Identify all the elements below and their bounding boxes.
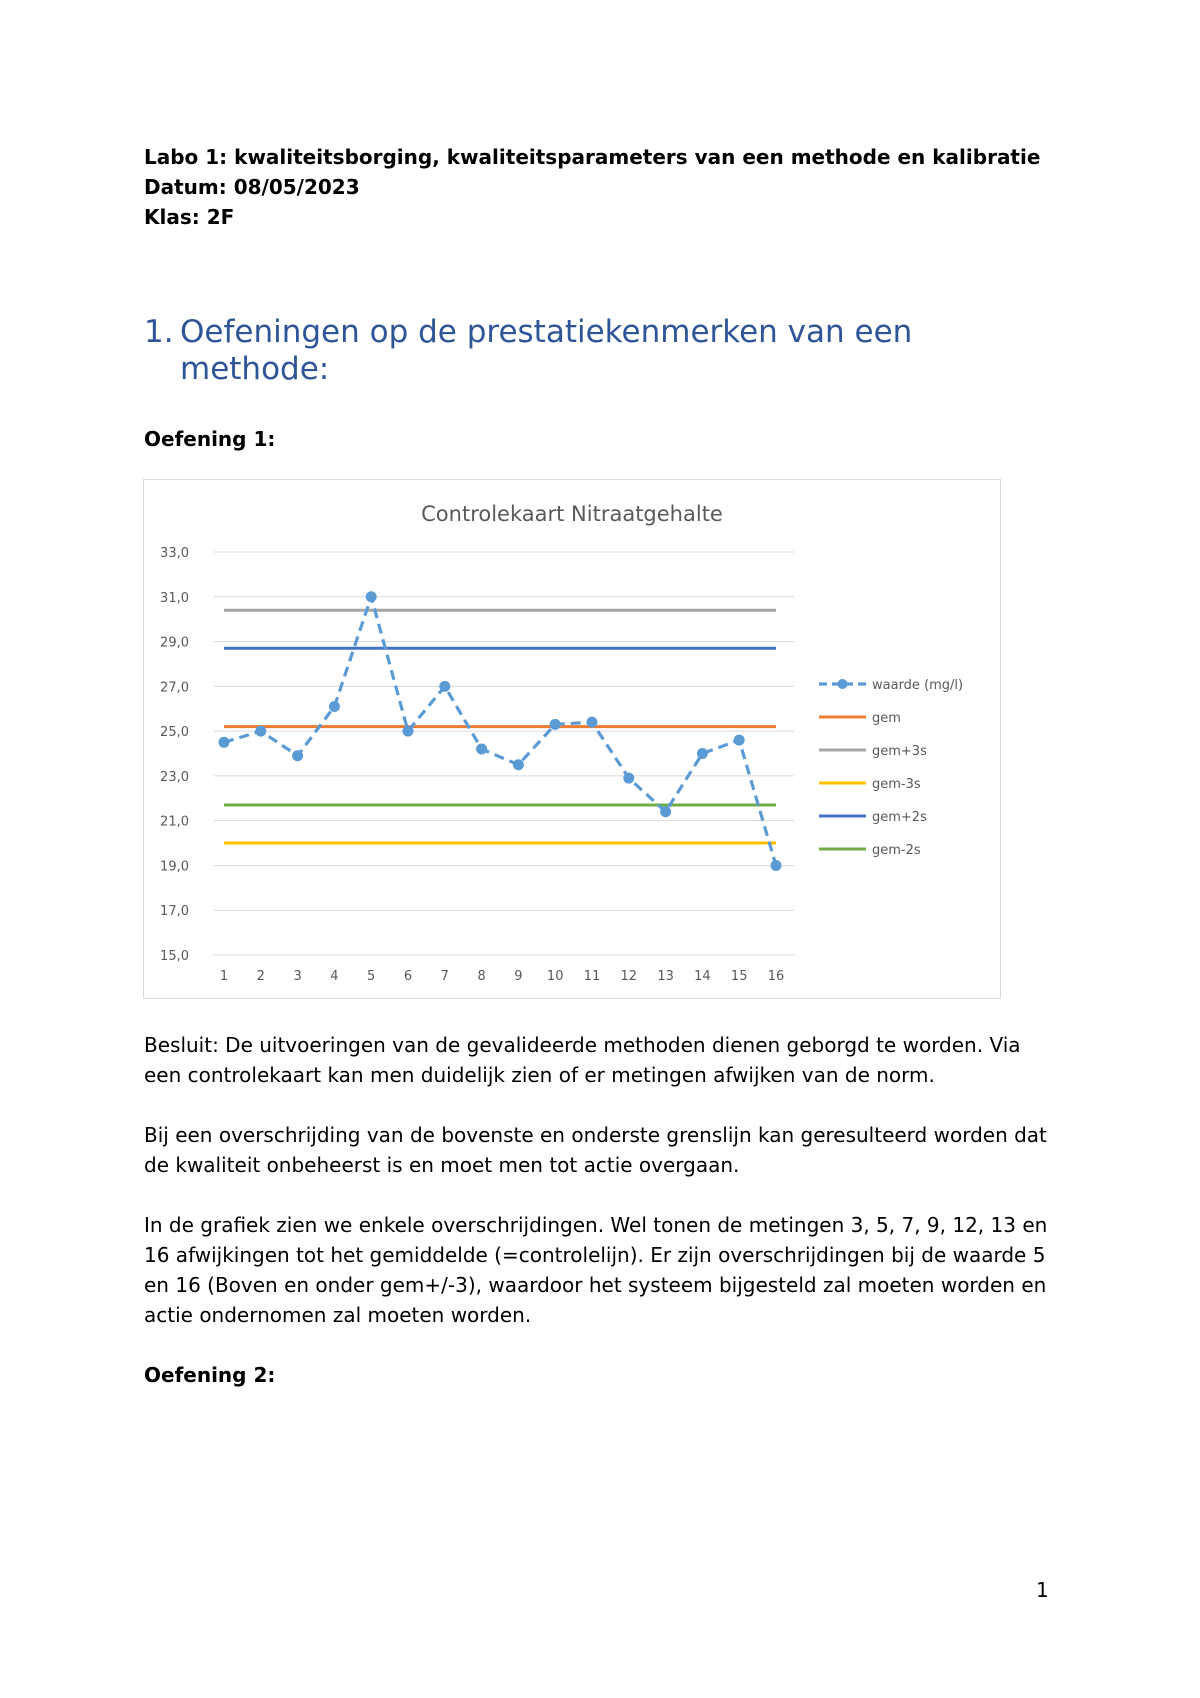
x-tick-label: 8 bbox=[477, 969, 486, 984]
legend-label: gem-3s bbox=[872, 777, 921, 792]
conclusion-paragraph-3: In de grafiek zien we enkele overschrijdingen. Wel tonen de metingen 3, 5, 7, 9, 12, 13 en 16 afwijkingen tot het gemiddelde (=controlelijn). Er zijn overschrijdingen bij de waarde 5 en 16 (Boven en onder gem+/-3), waardoor het systeem bijgesteld zal moeten worden en actie ondernomen zal moeten worden. bbox=[144, 1213, 1048, 1327]
x-tick-label: 14 bbox=[694, 969, 711, 984]
data-point bbox=[550, 719, 561, 730]
data-point bbox=[623, 773, 634, 784]
y-tick-label: 21,0 bbox=[160, 814, 189, 830]
x-tick-label: 7 bbox=[440, 969, 449, 984]
chart-title: Controlekaart Nitraatgehalte bbox=[421, 502, 723, 526]
document-title: Labo 1: kwaliteitsborging, kwaliteitsparameters van een methode en kalibratie bbox=[144, 145, 1041, 169]
y-tick-label: 29,0 bbox=[160, 635, 189, 651]
page-number: 1 bbox=[1036, 1578, 1049, 1602]
data-point bbox=[439, 681, 450, 692]
data-point bbox=[292, 750, 303, 761]
section-title: Oefeningen op de prestatiekenmerken van een methode: bbox=[180, 314, 913, 387]
data-point bbox=[476, 744, 487, 755]
x-tick-label: 2 bbox=[256, 969, 265, 984]
document-header bbox=[144, 142, 1040, 232]
data-point bbox=[255, 726, 266, 737]
document-date: Datum: 08/05/2023 bbox=[144, 175, 360, 199]
x-tick-label: 1 bbox=[219, 969, 229, 984]
data-point bbox=[403, 726, 414, 737]
section-number: 1. bbox=[144, 314, 174, 350]
y-tick-label: 25,0 bbox=[160, 725, 189, 741]
data-point bbox=[329, 701, 340, 712]
conclusion-paragraph-1: Besluit: De uitvoeringen van de gevalideerde methoden dienen geborgd te worden. Via een controlekaart kan men duidelijk zien of er metingen afwijken van de norm. bbox=[144, 1033, 1021, 1087]
y-tick-label: 33,0 bbox=[160, 546, 189, 561]
legend-label: gem+2s bbox=[872, 810, 927, 825]
y-tick-label: 15,0 bbox=[160, 949, 189, 964]
legend-label: gem bbox=[872, 711, 901, 726]
data-point bbox=[734, 735, 745, 746]
y-tick-label: 27,0 bbox=[160, 680, 189, 696]
x-tick-label: 4 bbox=[330, 969, 339, 984]
legend-marker bbox=[838, 679, 848, 689]
data-point bbox=[366, 591, 377, 602]
data-point bbox=[771, 860, 782, 871]
x-tick-label: 9 bbox=[514, 969, 523, 984]
y-tick-label: 19,0 bbox=[160, 859, 189, 875]
control-chart bbox=[143, 479, 1001, 999]
legend-label: gem-2s bbox=[872, 843, 921, 858]
x-tick-label: 6 bbox=[403, 969, 413, 984]
data-point bbox=[513, 759, 524, 770]
conclusion-paragraph-2: Bij een overschrijding van de bovenste en onderste grenslijn kan geresulteerd worden dat de kwaliteit onbeheerst is en moet men tot actie overgaan. bbox=[144, 1123, 1047, 1177]
chart-svg bbox=[144, 480, 1000, 998]
legend-label: gem+3s bbox=[872, 744, 927, 759]
x-tick-label: 16 bbox=[767, 969, 785, 984]
section-heading bbox=[144, 314, 1044, 388]
x-tick-label: 11 bbox=[583, 969, 601, 984]
document-class: Klas: 2F bbox=[144, 205, 235, 229]
data-point bbox=[219, 737, 230, 748]
x-tick-label: 5 bbox=[367, 969, 376, 984]
data-point bbox=[697, 748, 708, 759]
x-tick-label: 10 bbox=[546, 969, 564, 984]
data-point bbox=[660, 806, 671, 817]
exercise-1-heading: Oefening 1: bbox=[144, 427, 276, 451]
y-tick-label: 31,0 bbox=[160, 590, 189, 606]
x-tick-label: 15 bbox=[730, 969, 748, 984]
y-tick-label: 17,0 bbox=[160, 904, 189, 920]
y-tick-label: 23,0 bbox=[160, 769, 189, 785]
exercise-2-heading: Oefening 2: bbox=[144, 1363, 276, 1387]
data-point bbox=[587, 717, 598, 728]
legend-label: waarde (mg/l) bbox=[872, 678, 964, 693]
x-tick-label: 13 bbox=[657, 969, 674, 984]
x-tick-label: 12 bbox=[620, 969, 638, 984]
x-tick-label: 3 bbox=[293, 969, 302, 984]
